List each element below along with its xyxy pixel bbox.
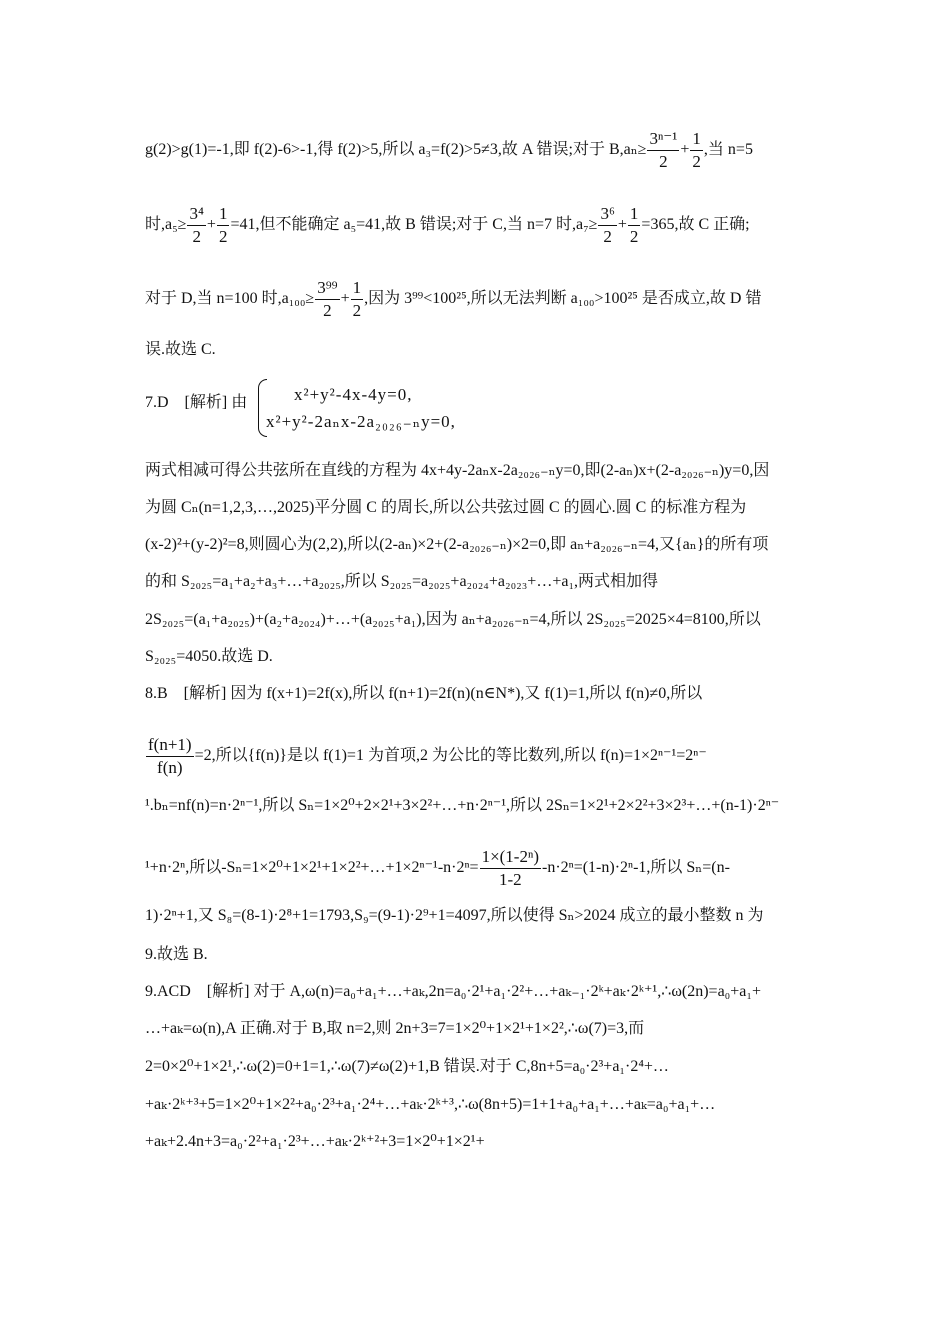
numerator: 1 — [217, 203, 230, 226]
fraction — [480, 846, 541, 891]
fraction — [217, 203, 230, 248]
p8-line-1: 8.B [解析] 因为 f(x+1)=2f(x),所以 f(n+1)=2f(n)(n∈N*),又 f(1)=1,所以 f(n)≠0,所以 — [145, 685, 703, 702]
numerator: 3⁴ — [187, 203, 205, 226]
numerator: 3⁹⁹ — [315, 277, 339, 300]
text: 对于 D,当 n=100 时,a₁₀₀≥ — [145, 290, 315, 308]
p9-line-1: 9.ACD [解析] 对于 A,ω(n)=a₀+a₁+…+aₖ,2n=a₀·2¹+a₁·2²+…+aₖ₋₁·2ᵏ+aₖ·2ᵏ⁺¹,∴ω(2n)=a₀+a₁+ — [145, 983, 761, 1000]
p7-line-6: S₂₀₂₅=4050.故选 D. — [145, 648, 273, 665]
text: =2,所以{f(n)}是以 f(1)=1 为首项,2 为公比的等比数列,所以 f(n)=1×2ⁿ⁻¹=2ⁿ⁻ — [194, 747, 707, 765]
text: -n·2ⁿ=(1-n)·2ⁿ-1,所以 Sₙ=(n- — [542, 859, 730, 877]
text: + — [340, 290, 350, 308]
numerator: 1 — [628, 203, 641, 226]
denominator: 2 — [323, 301, 332, 320]
text: + — [680, 141, 690, 159]
denominator: 2 — [603, 227, 612, 246]
fraction — [598, 203, 616, 248]
denominator: 2 — [692, 152, 701, 171]
p9-line-2: …+aₖ=ω(n),A 正确.对于 B,取 n=2,则 2n+3=7=1×2⁰+1×2¹+1×2²,∴ω(7)=3,而 — [145, 1020, 645, 1037]
text: 时,a₅≥ — [145, 216, 187, 234]
text: + — [206, 216, 216, 234]
p8-line-3: ¹.bₙ=nf(n)=n·2ⁿ⁻¹,所以 Sₙ=1×2⁰+2×2¹+3×2²+…+n·2ⁿ⁻¹,所以 2Sₙ=1×2¹+2×2²+3×2³+…+(n-1)·2ⁿ⁻ — [145, 797, 780, 814]
p6-line-4: 误.故选 C. — [145, 341, 216, 358]
denominator: 1-2 — [498, 870, 522, 889]
p8-line-4 — [145, 846, 730, 891]
text: + — [617, 216, 627, 234]
p7-heading: 7.D [解析] 由 — [145, 394, 248, 411]
p7-system-eq1: x²+y²-4x-4y=0, — [294, 385, 413, 404]
fraction — [628, 203, 641, 248]
numerator: 1 — [351, 277, 364, 300]
p8-line-5: 1)·2ⁿ+1,又 S₈=(8-1)·2⁸+1=1793,S₉=(9-1)·2⁹+1=4097,所以使得 Sₙ>2024 成立的最小整数 n 为 — [145, 907, 764, 924]
p6-line-1 — [145, 128, 753, 173]
denominator: 2 — [629, 227, 639, 246]
p7-line-3: (x-2)²+(y-2)²=8,则圆心为(2,2),所以(2-aₙ)×2+(2-a₂₀₂₆₋ₙ)×2=0,即 aₙ+a₂₀₂₆₋ₙ=4,又{aₙ}的所有项 — [145, 536, 769, 553]
fraction — [647, 128, 679, 173]
denominator: 2 — [352, 301, 362, 320]
text: ,因为 3⁹⁹<100²⁵,所以无法判断 a₁₀₀>100²⁵ 是否成立,故 D 错 — [364, 290, 762, 308]
fraction — [315, 277, 339, 322]
p7-line-4: 的和 S₂₀₂₅=a₁+a₂+a₃+…+a₂₀₂₅,所以 S₂₀₂₅=a₂₀₂₅+a₂₀₂₄+a₂₀₂₃+…+a₁,两式相加得 — [145, 573, 659, 590]
text: ¹+n·2ⁿ,所以-Sₙ=1×2⁰+1×2¹+1×2²+…+1×2ⁿ⁻¹-n·2ⁿ= — [145, 859, 479, 877]
fraction — [690, 128, 703, 173]
text: =365,故 C 正确; — [641, 216, 750, 234]
numerator: 1×(1-2ⁿ) — [480, 846, 541, 869]
p6-line-3 — [145, 277, 761, 322]
p7-system-eq2: x²+y²-2aₙx-2a₂₀₂₆₋ₙy=0, — [266, 412, 456, 431]
p7-line-1: 两式相减可得公共弦所在直线的方程为 4x+4y-2aₙx-2a₂₀₂₆₋ₙy=0,即(2-aₙ)x+(2-a₂₀₂₆₋ₙ)y=0,因 — [145, 462, 770, 479]
text: g(2)>g(1)=-1,即 f(2)-6>-1,得 f(2)>5,所以 a₃=f(2)>5≠3,故 A 错误;对于 B,aₙ≥ — [145, 141, 647, 159]
numerator: 3ⁿ⁻¹ — [647, 128, 679, 151]
fraction — [351, 277, 364, 322]
p8-line-2 — [145, 734, 707, 779]
denominator: 2 — [192, 227, 201, 246]
numerator: f(n+1) — [146, 734, 194, 757]
fraction — [146, 734, 194, 779]
text: =41,但不能确定 a₅=41,故 B 错误;对于 C,当 n=7 时,a₇≥ — [230, 216, 598, 234]
p9-line-5: +aₖ+2.4n+3=a₀·2²+a₁·2³+…+aₖ·2ᵏ⁺²+3=1×2⁰+1×2¹+ — [145, 1133, 485, 1150]
p7-line-5: 2S₂₀₂₅=(a₁+a₂₀₂₅)+(a₂+a₂₀₂₄)+…+(a₂₀₂₅+a₁),因为 aₙ+a₂₀₂₆₋ₙ=4,所以 2S₂₀₂₅=2025×4=8100,所以 — [145, 611, 761, 628]
p6-line-2 — [145, 203, 750, 248]
denominator: 2 — [659, 152, 668, 171]
p7-line-2: 为圆 Cₙ(n=1,2,3,…,2025)平分圆 C 的周长,所以公共弦过圆 C 的圆心.圆 C 的标准方程为 — [145, 499, 747, 516]
denominator: f(n) — [157, 758, 183, 777]
p9-line-4: +aₖ·2ᵏ⁺³+5=1×2⁰+1×2²+a₀·2³+a₁·2⁴+…+aₖ·2ᵏ⁺³,∴ω(8n+5)=1+1+a₀+a₁+…+aₖ=a₀+a₁+… — [145, 1096, 716, 1113]
p8-line-6: 9.故选 B. — [145, 946, 208, 963]
fraction — [187, 203, 205, 248]
p9-line-3: 2=0×2⁰+1×2¹,∴ω(2)=0+1=1,∴ω(7)≠ω(2)+1,B 错误.对于 C,8n+5=a₀·2³+a₁·2⁴+… — [145, 1058, 669, 1075]
denominator: 2 — [218, 227, 228, 246]
text: ,当 n=5 — [703, 141, 753, 159]
numerator: 3⁶ — [598, 203, 616, 226]
numerator: 1 — [690, 128, 703, 151]
